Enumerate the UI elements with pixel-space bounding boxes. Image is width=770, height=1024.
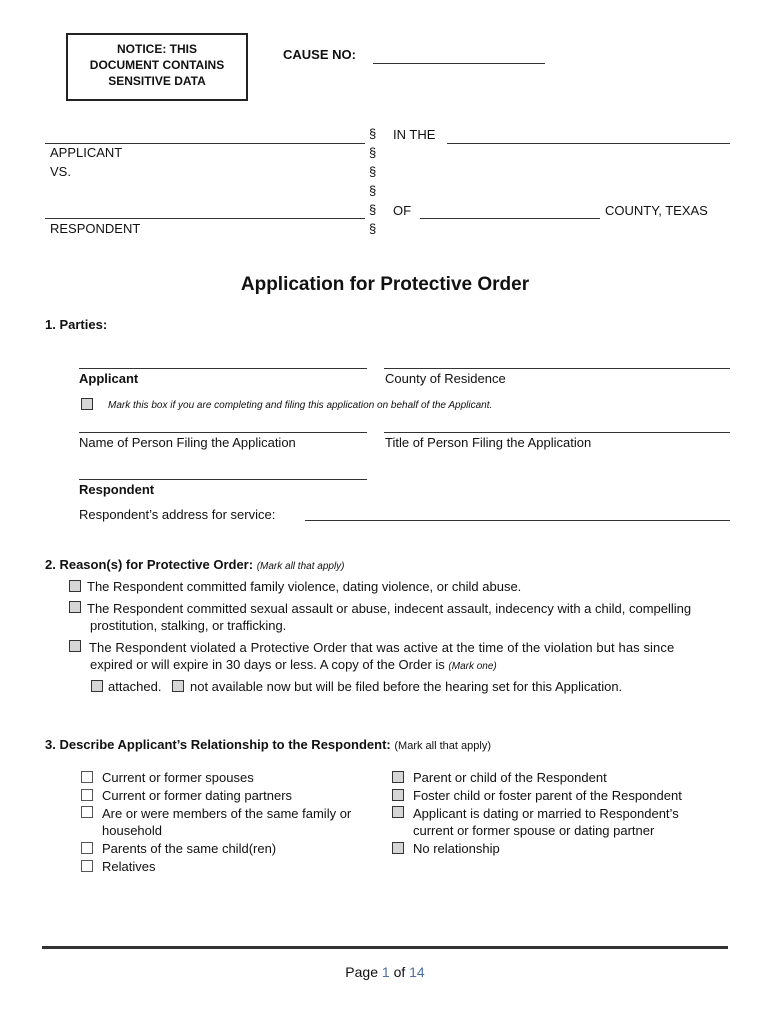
on-behalf-note: Mark this box if you are completing and filing this application on behalf of the Applicant. (108, 400, 493, 411)
of-label: of (393, 964, 406, 980)
title-filing-field[interactable] (384, 432, 730, 433)
relationship-relatives-checkbox[interactable] (81, 860, 93, 872)
section-symbol: § (369, 145, 377, 160)
relationship-dating-married-line1: Applicant is dating or married to Respondent’s (413, 806, 679, 821)
relationship-spouses: Current or former spouses (102, 770, 254, 785)
section-symbol: § (369, 183, 377, 198)
cause-number-field[interactable] (373, 63, 545, 64)
relationship-family-line2: household (102, 823, 162, 838)
section-symbol: § (369, 164, 377, 179)
cause-number-label: CAUSE NO: (283, 47, 356, 62)
page-title: Application for Protective Order (240, 274, 530, 295)
relationship-dating-married-checkbox[interactable] (392, 806, 404, 818)
page-label: Page (345, 964, 378, 980)
relationship-foster-checkbox[interactable] (392, 789, 404, 801)
relationship-dating-checkbox[interactable] (81, 789, 93, 801)
reason-order-violated-line2: expired or will expire in 30 days or less. A copy of the Order is (90, 657, 445, 672)
not-available-label: not available now but will be filed before the hearing set for this Application. (190, 679, 623, 694)
county-of-residence-field[interactable] (384, 368, 730, 369)
page-number (0, 964, 770, 980)
reason-family-violence-checkbox[interactable] (69, 580, 81, 592)
reason-sexual-assault-line1: The Respondent committed sexual assault or abuse, indecent assault, indecency with a child, compelling (87, 601, 692, 616)
respondent-caption-label: RESPONDENT (50, 221, 141, 236)
relationship-parent-child: Parent or child of the Respondent (413, 770, 607, 785)
court-field[interactable] (447, 143, 730, 144)
section-symbol: § (369, 221, 377, 236)
in-the-label: IN THE (393, 127, 436, 142)
name-filing-field[interactable] (79, 432, 367, 433)
relationship-dating-married-line2: current or former spouse or dating partner (413, 823, 655, 838)
mark-one-note: (Mark one) (448, 661, 497, 672)
relationship-family-checkbox[interactable] (81, 806, 93, 818)
relationship-heading-note: (Mark all that apply) (394, 740, 491, 752)
reason-order-violated-line1: The Respondent violated a Protective Order that was active at the time of the violation but has since (89, 640, 675, 655)
reasons-heading-note: (Mark all that apply) (256, 561, 345, 572)
county-of-residence-label: County of Residence (385, 371, 506, 386)
reason-family-violence: The Respondent committed family violence, dating violence, or child abuse. (87, 579, 522, 594)
relationship-none-checkbox[interactable] (392, 842, 404, 854)
reason-sexual-assault-line2: prostitution, stalking, or trafficking. (90, 618, 287, 633)
relationship-parents: Parents of the same child(ren) (102, 841, 277, 856)
respondent-address-label: Respondent’s address for service: (79, 507, 276, 522)
page-total: 14 (409, 964, 425, 980)
reason-sexual-assault-checkbox[interactable] (69, 601, 81, 613)
vs-label: VS. (50, 164, 71, 179)
relationship-parent-child-checkbox[interactable] (392, 771, 404, 783)
relationship-parents-checkbox[interactable] (81, 842, 93, 854)
title-filing-label: Title of Person Filing the Application (385, 435, 592, 450)
page-current: 1 (381, 964, 390, 980)
relationship-relatives: Relatives (102, 859, 156, 874)
reason-order-violated-checkbox[interactable] (69, 640, 81, 652)
county-texas-label: COUNTY, TEXAS (605, 203, 708, 218)
relationship-family-line1: Are or were members of the same family or (102, 806, 352, 821)
relationship-none: No relationship (413, 841, 500, 856)
relationship-dating: Current or former dating partners (102, 788, 293, 803)
on-behalf-checkbox[interactable] (81, 398, 93, 410)
applicant-label: Applicant (79, 371, 139, 386)
attached-label: attached. (108, 679, 162, 694)
applicant-caption-label: APPLICANT (50, 145, 123, 160)
not-available-checkbox[interactable] (172, 680, 184, 692)
applicant-field[interactable] (79, 368, 367, 369)
reasons-heading: 2. Reason(s) for Protective Order: (45, 557, 254, 572)
respondent-name-line[interactable] (45, 218, 365, 219)
parties-heading: 1. Parties: (45, 317, 108, 332)
sensitive-data-notice: NOTICE: THIS DOCUMENT CONTAINS SENSITIVE DATA (66, 33, 248, 101)
section-symbol: § (369, 126, 377, 141)
county-field[interactable] (420, 218, 600, 219)
respondent-label: Respondent (79, 482, 155, 497)
respondent-address-field[interactable] (305, 520, 730, 521)
section-symbol: § (369, 202, 377, 217)
relationship-foster: Foster child or foster parent of the Respondent (413, 788, 682, 803)
relationship-spouses-checkbox[interactable] (81, 771, 93, 783)
name-filing-label: Name of Person Filing the Application (79, 435, 296, 450)
footer-divider (42, 946, 728, 949)
relationship-heading: 3. Describe Applicant’s Relationship to the Respondent: (45, 737, 391, 752)
applicant-name-line[interactable] (45, 143, 365, 144)
respondent-field[interactable] (79, 479, 367, 480)
attached-checkbox[interactable] (91, 680, 103, 692)
of-label: OF (393, 203, 412, 218)
